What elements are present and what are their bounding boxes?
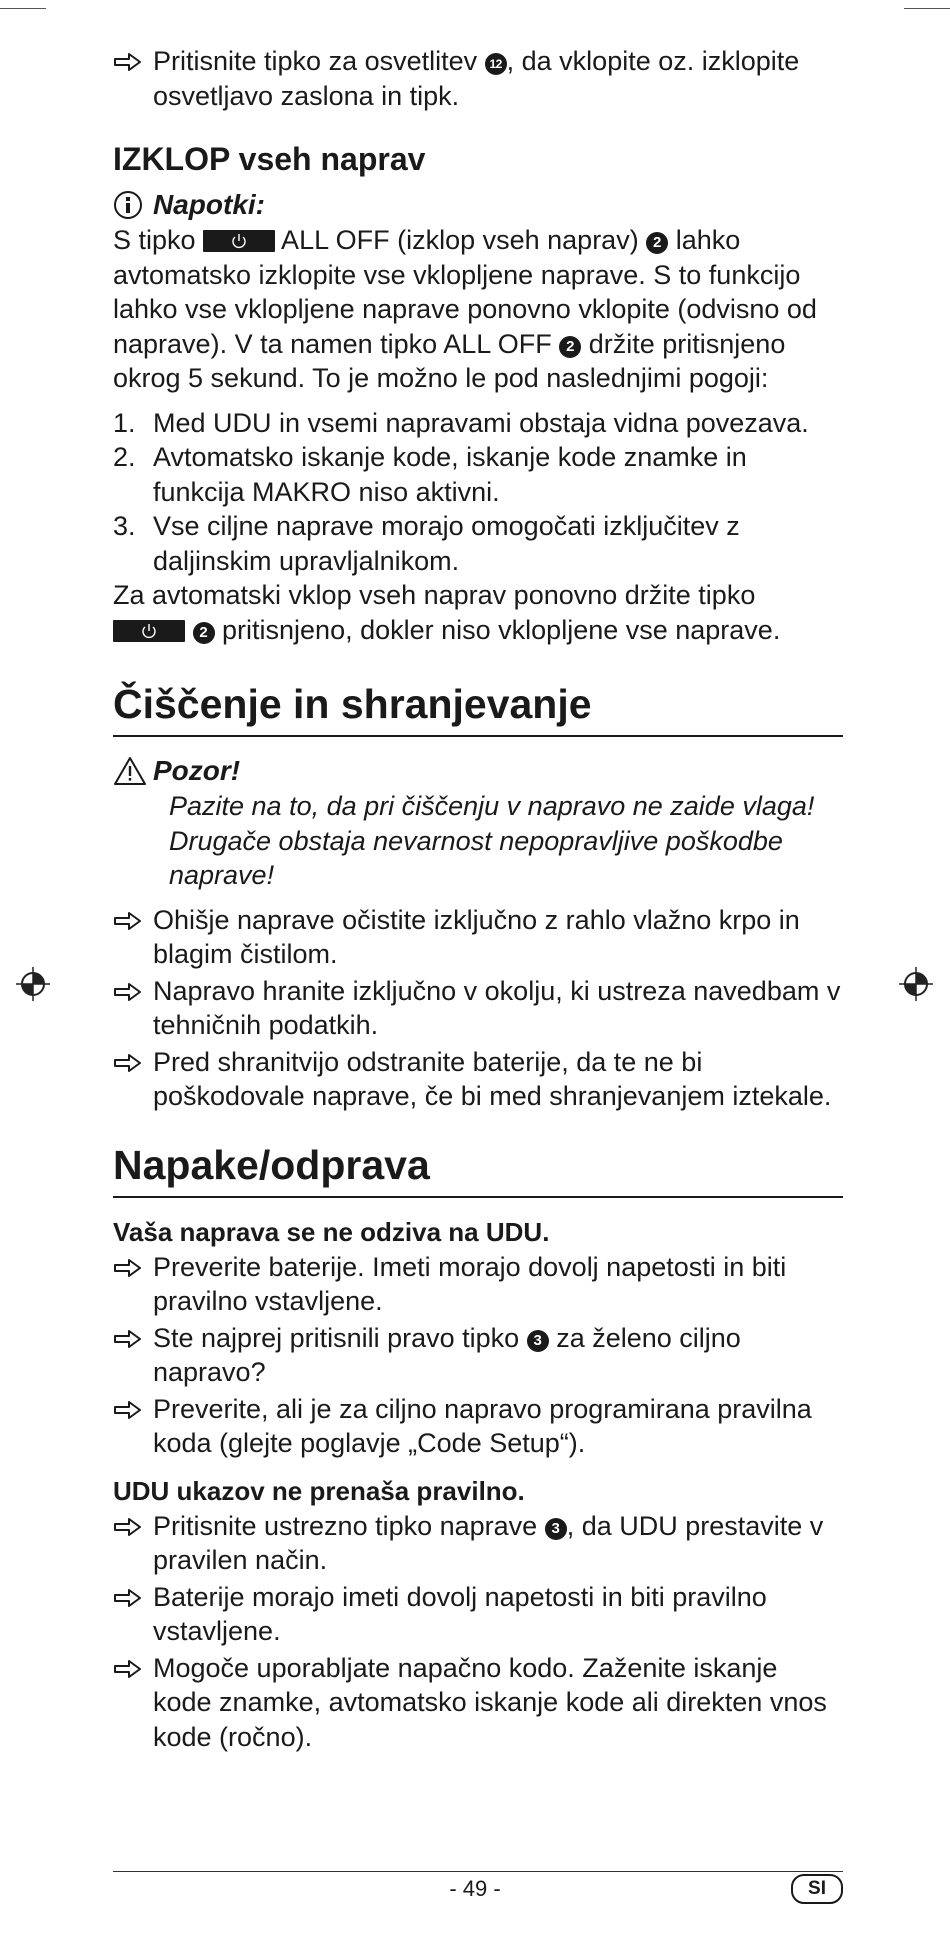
list-number: 1. [113,407,136,438]
arrow-right-icon [113,52,143,72]
bullet-text: Pred shranitvijo odstranite baterije, da te ne bi poškodovale naprave, če bi med shranjevanjem iztekale. [153,1046,832,1111]
list-number: 3. [113,511,136,541]
list-item [113,509,843,578]
list-item [113,44,843,113]
problem-title: Vaša naprava se ne odziva na UDU. [113,1216,550,1247]
list-item [113,1321,843,1390]
section-heading: Napake/odprava [113,1140,843,1198]
bullet-text: Preverite baterije. Imeti morajo dovolj napetosti in biti pravilno vstavljene. [153,1251,787,1316]
list-text: Avtomatsko iskanje kode, iskanje kode znamke in funkcija MAKRO niso aktivni. [153,442,747,507]
key-badge: 2 [646,232,668,254]
all-off-key [203,230,275,252]
power-icon [140,622,158,640]
list-item [113,974,843,1043]
arrow-right-icon [113,1053,143,1073]
bullet-text: Mogoče uporabljate napačno kodo. Zaženite iskanje kode znamke, avtomatsko iskanje kode ali direkten vnos kode (ročno). [153,1652,827,1752]
bullet-text: Pritisnite tipko za osvetlitev [153,46,485,76]
arrow-right-icon [113,1588,143,1608]
key-badge: 3 [527,1330,549,1352]
registration-mark-icon [899,967,933,1001]
power-icon [230,232,248,250]
list-item [113,440,843,509]
bullet-text: , da UDU prestavite v pravilen način. [153,1510,824,1575]
section-heading: IZKLOP vseh naprav [113,141,426,177]
arrow-right-icon [113,1659,143,1679]
text-run: držite pritisnjeno okrog 5 sekund. To je možno le pod naslednjimi pogoji: [113,328,786,393]
note-label: Napotki: [153,189,265,220]
info-icon [113,190,143,220]
bullet-text: Preverite, ali je za ciljno napravo programirana pravilna koda (glejte poglavje „Code Setup“). [153,1393,812,1458]
list-item [113,1580,843,1649]
page-content [113,44,843,1754]
cleaning-list [113,903,843,1114]
bullet-text: Napravo hranite izključno v okolju, ki ustreza navedbam v tehničnih podatkih. [153,975,841,1040]
list-item [113,1392,843,1461]
list-item [113,1045,843,1114]
key-badge: 12 [485,53,507,75]
arrow-right-icon [113,911,143,931]
list-item [113,1250,843,1319]
warning-label: Pozor! [153,755,241,786]
list-text: Vse ciljne naprave morajo omogočati izključitev z daljinskim upravljalnikom. [153,511,740,576]
bullet-text: , da vklopite oz. izklopite osvetljavo zaslona in tipk. [153,46,800,111]
crop-mark [0,8,46,9]
bullet-text: Pritisnite ustrezno tipko naprave [153,1510,545,1541]
registration-mark-icon [16,967,50,1001]
key-badge: 3 [545,1518,567,1540]
text-run: ALL OFF (izklop vseh naprav) [275,225,647,255]
warning-text: Pazite na to, da pri čiščenju v napravo ne zaide vlaga! Drugače obstaja nevarnost nepopravljive poškodbe naprave! [169,791,815,890]
warning-header [113,753,843,789]
key-badge: 2 [193,622,215,644]
key-badge: 2 [559,336,581,358]
note-header [113,187,843,223]
bullet-text: za želeno ciljno napravo? [153,1322,741,1387]
list-number: 2. [113,442,136,472]
bullet-text: Baterije morajo imeti dovolj napetosti in biti pravilno vstavljene. [153,1581,767,1646]
language-badge: SI [791,1874,843,1904]
arrow-right-icon [113,1329,143,1349]
all-off-key [113,620,185,642]
note-paragraph [113,223,843,396]
arrow-right-icon [113,982,143,1002]
footer-divider [113,1871,843,1872]
text-run: S tipko [113,225,204,255]
conditions-list [113,406,843,579]
paragraph [113,578,843,647]
text-run: lahko avtomatsko izklopite vse vklopljene naprave. S to funkcijo lahko vse vklopljene naprave ponovno vklopite (odvisno od naprave). V ta namen tipko ALL OFF [113,225,817,359]
crop-mark [904,8,950,9]
arrow-right-icon [113,1517,143,1537]
bullet-text: Ohišje naprave očistite izključno z rahlo vlažno krpo in blagim čistilom. [153,904,800,969]
text-run: pritisnjeno, dokler niso vklopljene vse naprave. [214,614,781,645]
section-heading: Čiščenje in shranjevanje [113,679,843,737]
list-item [113,903,843,972]
list-item [113,1509,843,1578]
bullet-text: Ste najprej pritisnili pravo tipko [153,1322,527,1353]
list-item [113,1651,843,1755]
arrow-right-icon [113,1258,143,1278]
list-text: Med UDU in vsemi napravami obstaja vidna povezava. [153,407,809,438]
warning-triangle-icon [113,756,147,786]
text-run: Za avtomatski vklop vseh naprav ponovno držite tipko [113,580,756,610]
page-number: - 49 - [449,1876,501,1901]
list-item [113,406,843,441]
problem-title: UDU ukazov ne prenaša pravilno. [113,1475,525,1506]
arrow-right-icon [113,1400,143,1420]
